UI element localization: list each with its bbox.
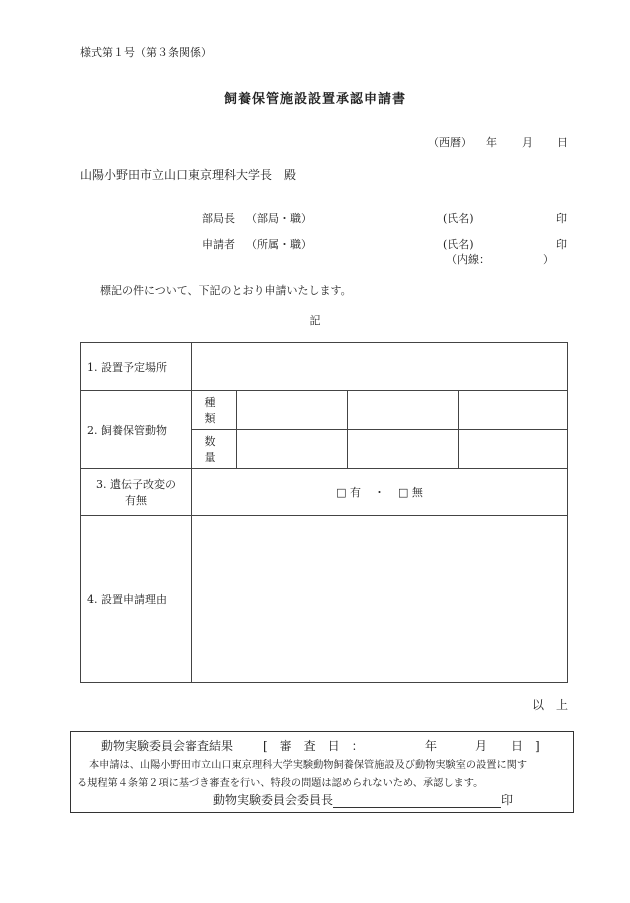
row-label-animals: 2. 飼養保管動物	[81, 391, 192, 469]
review-box	[70, 731, 574, 813]
chair-signature-line	[213, 791, 513, 808]
date-year: 年	[486, 136, 497, 149]
intro-text: 標記の件について、下記のとおり申請いたします。	[100, 284, 352, 297]
extension-close: ）	[543, 253, 554, 266]
page-title: 飼養保管施設設置承認申請書	[223, 92, 406, 107]
row-label-gm	[81, 469, 192, 516]
form-number: 様式第１号（第３条関係）	[80, 46, 212, 59]
head-name-label: (氏名)	[443, 212, 474, 225]
review-body-line2: る規程第４条第２項に基づき審査を行い、特段の問題は認められないため、承認します。	[77, 778, 484, 789]
table-row	[81, 343, 568, 391]
gm-label-line1: 3. 遺伝子改変の	[96, 478, 176, 491]
ki-mark: 記	[309, 314, 321, 327]
table-row	[81, 391, 568, 430]
review-title: 動物実験委員会審査結果	[101, 739, 234, 753]
table-row	[81, 516, 568, 683]
head-dept: （部局・職）	[246, 212, 312, 225]
review-body-line1: 本申請は、山陽小野田市立山口東京理科大学実験動物飼養保管施設及び動物実験室の設置に関す	[89, 760, 528, 771]
head-label: 部局長	[202, 212, 235, 225]
animal-qty-cell-2[interactable]	[348, 430, 459, 469]
addressee: 山陽小野田市立山口東京理科大学長 殿	[80, 168, 297, 182]
animal-type-cell-2[interactable]	[348, 391, 459, 430]
gm-no-checkbox[interactable]: □ 無	[398, 486, 423, 499]
exam-date-label: [ 審 査 日 ：	[263, 739, 364, 753]
animal-qty-cell-1[interactable]	[237, 430, 348, 469]
exam-day: 日 ]	[511, 739, 540, 753]
chair-signature-field[interactable]	[333, 793, 501, 808]
head-seal: 印	[556, 212, 567, 225]
exam-month: 月	[475, 739, 488, 753]
applicant-name-label: (氏名)	[443, 238, 474, 251]
animal-qty-label: 数 量	[192, 430, 237, 469]
application-table	[80, 342, 568, 683]
applicant-seal: 印	[556, 238, 567, 251]
animal-type-cell-1[interactable]	[237, 391, 348, 430]
gm-label-line2: 有無	[125, 494, 147, 507]
end-mark: 以 上	[531, 698, 568, 712]
date-day: 日	[557, 136, 568, 149]
extension-label: （内線：	[446, 253, 490, 266]
table-row	[81, 469, 568, 516]
animal-type-label: 種 類	[192, 391, 237, 430]
applicant-dept: （所属・職）	[246, 238, 312, 251]
date-month: 月	[522, 136, 533, 149]
applicant-label: 申請者	[202, 238, 235, 251]
animal-type-cell-3[interactable]	[459, 391, 568, 430]
date-era: （西暦）	[428, 136, 472, 149]
row-label-location: 1. 設置予定場所	[81, 343, 192, 391]
chair-label: 動物実験委員会委員長	[213, 793, 334, 807]
chair-seal: 印	[501, 793, 514, 807]
gm-separator: ・	[374, 486, 385, 499]
gm-yes-checkbox[interactable]: □ 有	[336, 486, 361, 499]
gm-options	[192, 469, 568, 516]
reason-input-cell[interactable]	[192, 516, 568, 683]
exam-year: 年	[425, 739, 438, 753]
row-label-reason: 4. 設置申請理由	[81, 516, 192, 683]
location-input-cell[interactable]	[192, 343, 568, 391]
animal-qty-cell-3[interactable]	[459, 430, 568, 469]
